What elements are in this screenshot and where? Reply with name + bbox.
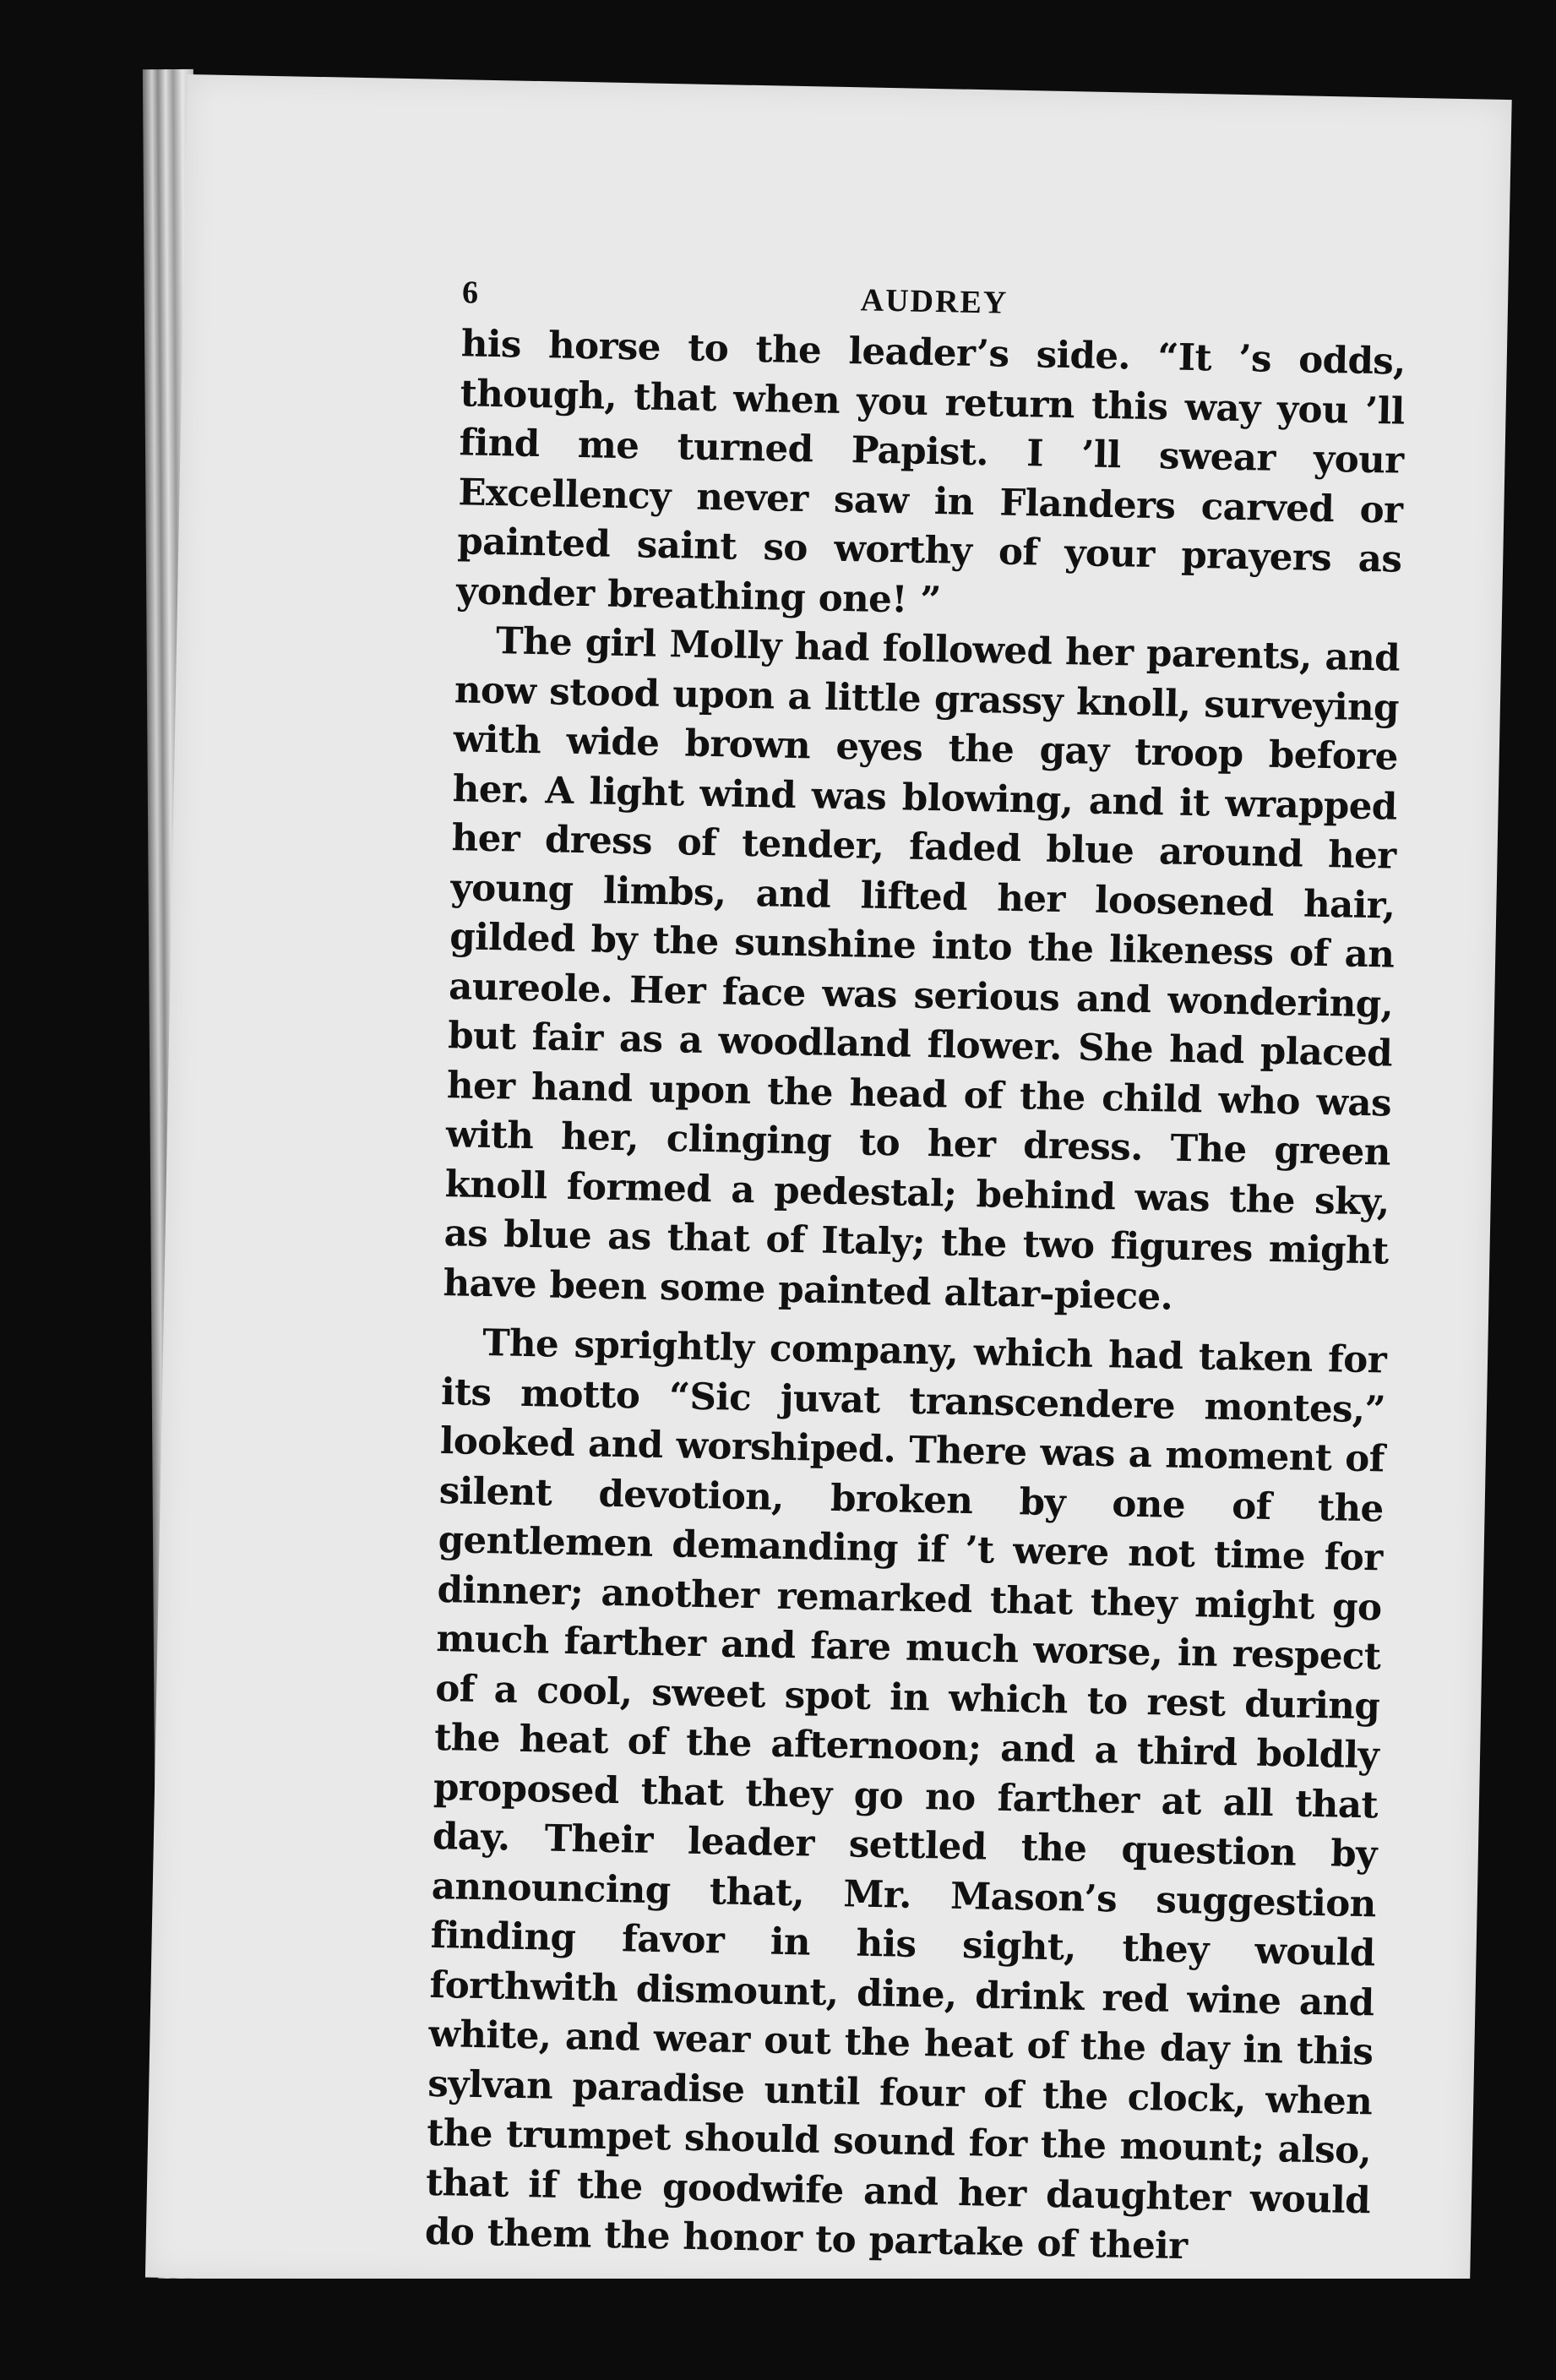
book-page [145, 74, 1512, 2303]
page-number: 6 [461, 275, 479, 311]
paragraph-continued: his horse to the leader’s side. “It ’s odds, though, that when you return this way you ’ll find me turned Papist. I ’ll swear your Excellency never saw in Flanders carved or painted saint so worthy of your prayers as yonder breathing one! ” [455, 322, 1406, 622]
page-content [424, 274, 1406, 2275]
paragraph-molly: The girl Molly had followed her parents, and now stood upon a little grassy knoll, surveying with wide brown eyes the gay troop before her. A light wind was blowing, and it wrapped her dress of tender, faded blue around her young limbs, and lifted her loosened hair, gilded by the sunshine into the likeness of an aureole. Her face was serious and wondering, but fair as a woodland flower. She had placed her hand upon the head of the child who was with her, clinging to her dress. The green knoll formed a pedestal; behind was the sky, as blue as that of Italy; the two figures might have been some painted altar-piece. [443, 619, 1401, 1319]
running-title: AUDREY [860, 282, 1009, 321]
paragraph-company: The sprightly company, which had taken for its motto “Sic juvat transcendere montes,” looked and worshiped. There was a moment of silent devotion, broken by one of the gentlemen demanding if ’t were not time for dinner; another remarked that they might go much farther and fare much worse, in respect of a cool, sweet spot in which to rest during the heat of the afternoon; and a third boldly proposed that they go no farther at all that day. Their leader settled the question by announcing that, Mr. Mason’s suggestion finding favor in his sight, they would forthwith dismount, dine, drink red wine and white, and wear out the heat of the day in this sylvan paradise until four of the clock, when the trumpet should sound for the mount; also, that if the goodwife and her daughter would do them the honor to partake of their [424, 1321, 1387, 2268]
scan-bottom-shadow [0, 2279, 1556, 2380]
